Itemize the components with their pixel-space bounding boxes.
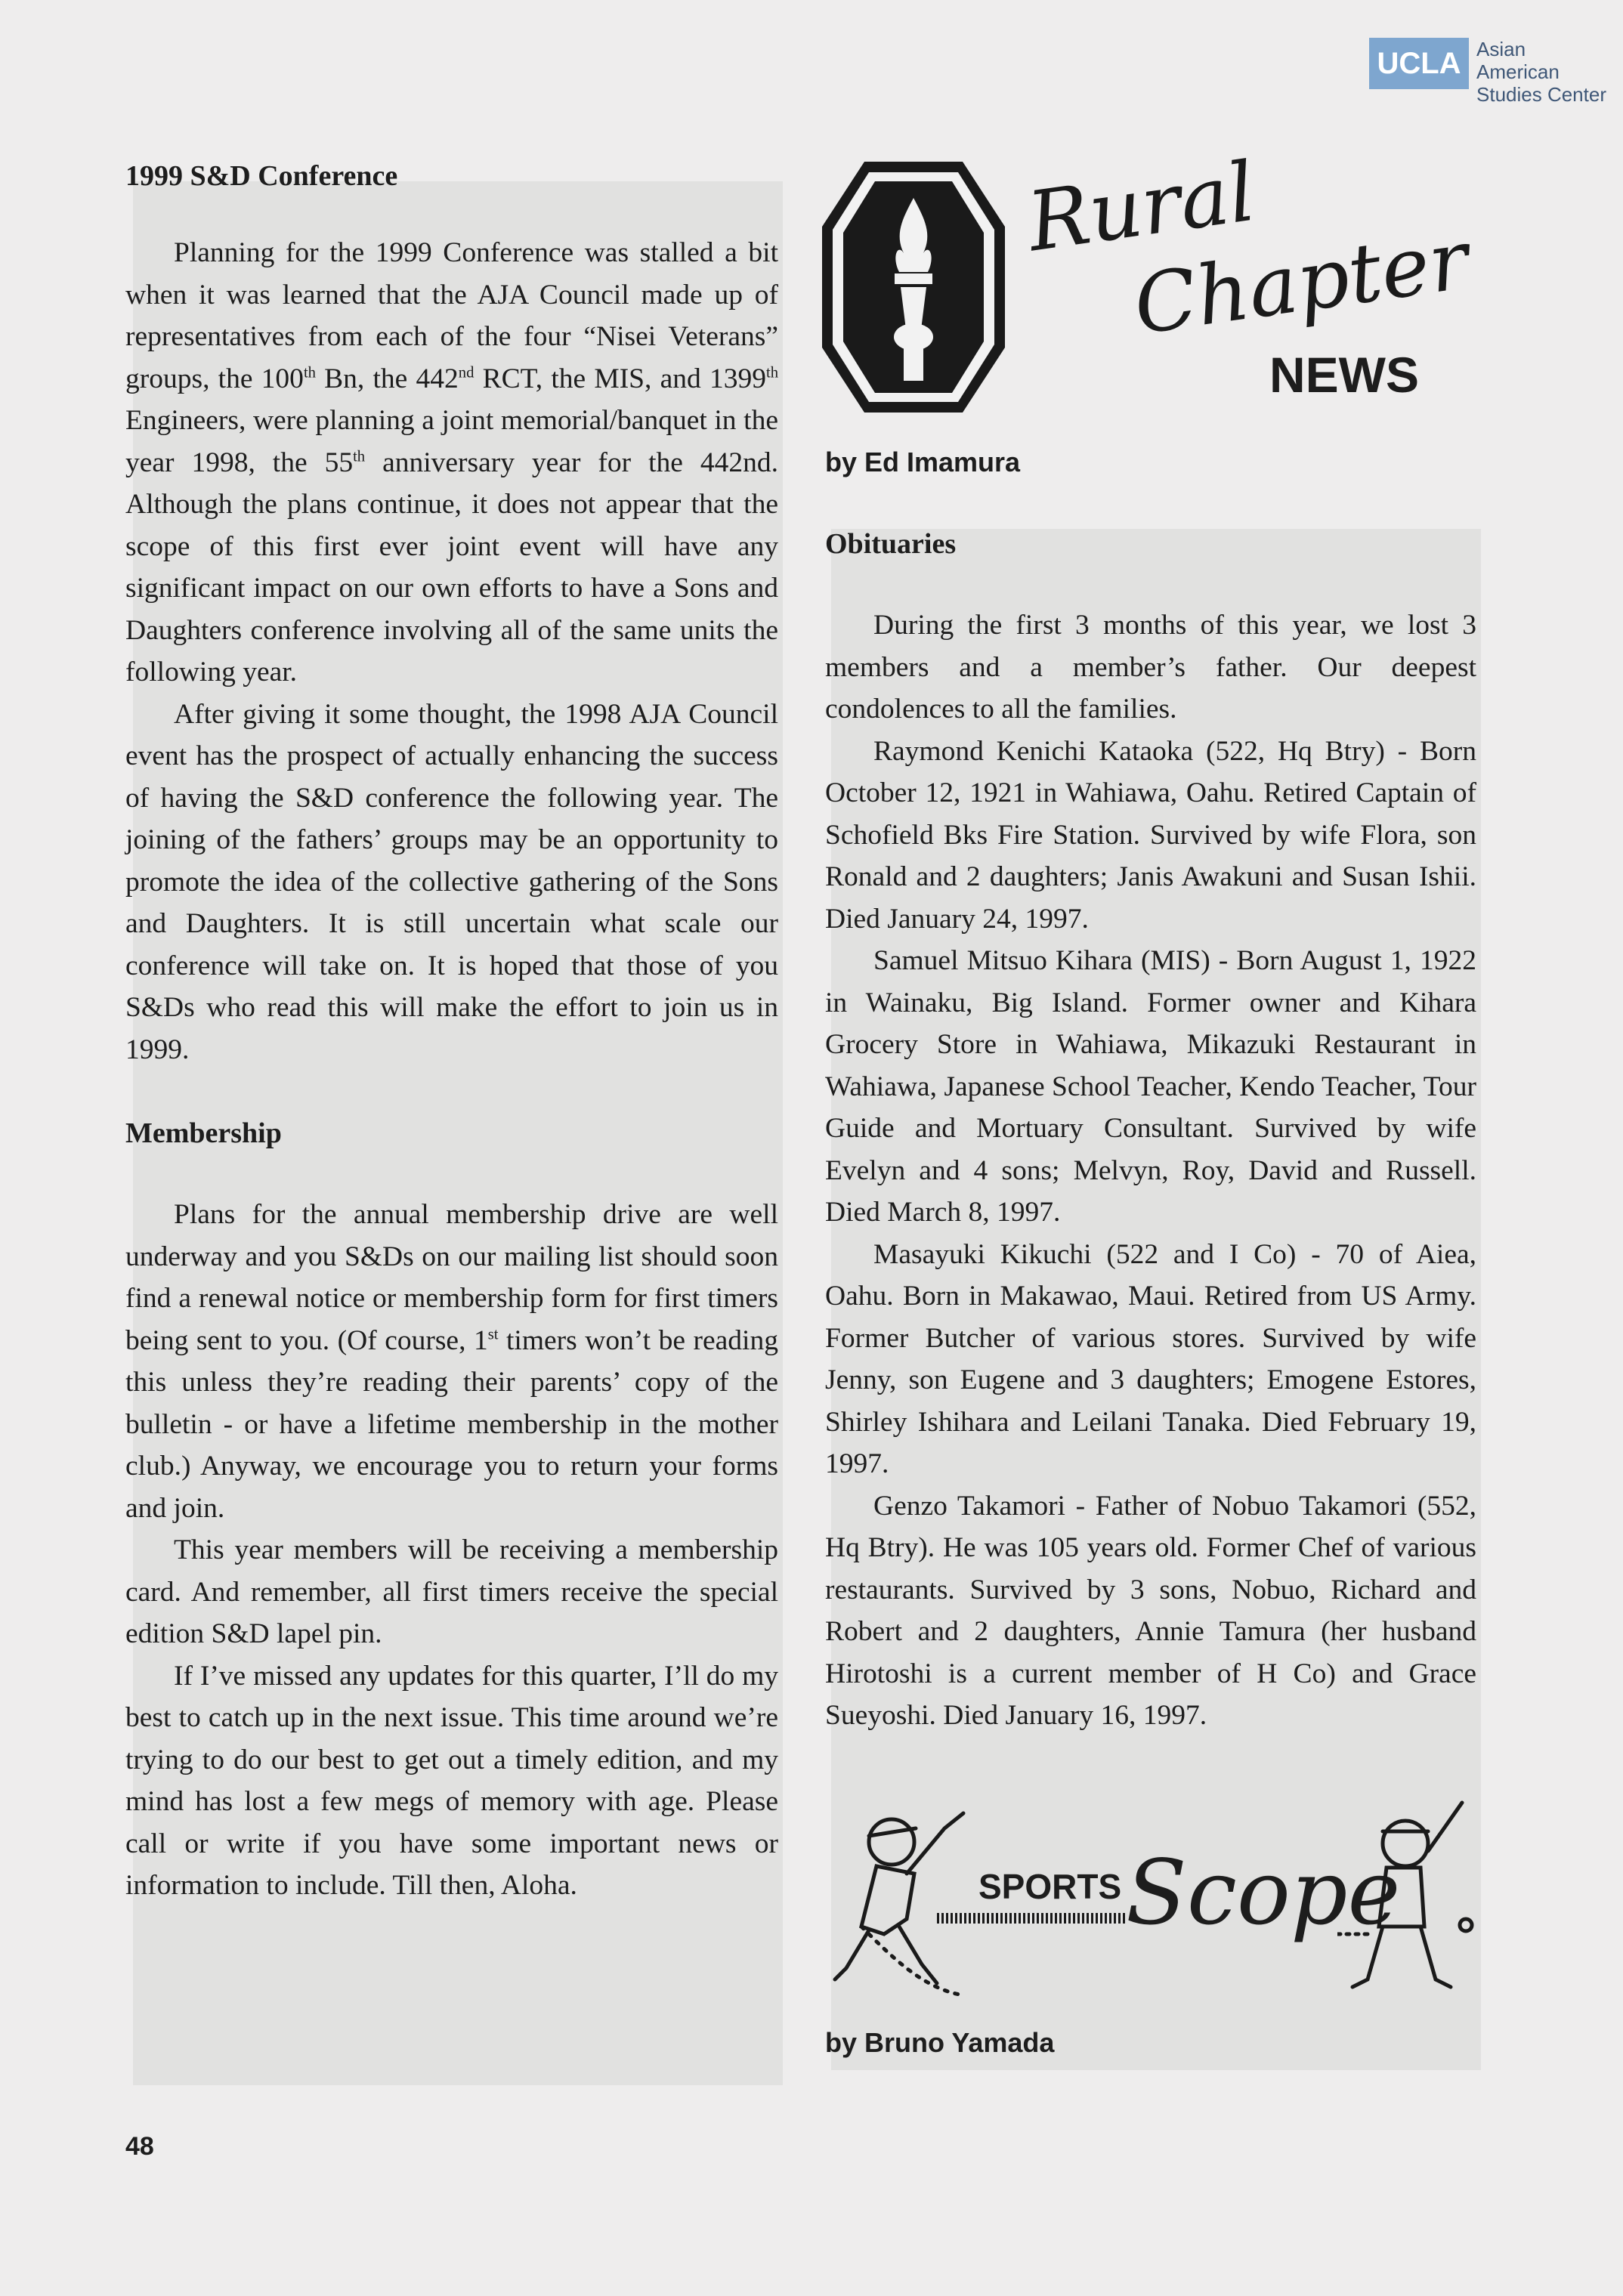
- center-line-1: Asian American: [1476, 38, 1560, 83]
- membership-heading: Membership: [125, 1117, 282, 1149]
- membership-paragraph-2: This year members will be receiving a membership card. And remember, all first timers receive the special edition S&D lapel pin.: [125, 1534, 778, 1649]
- sports-byline: by Bruno Yamada: [825, 2027, 1055, 2058]
- obituary-kihara: Samuel Mitsuo Kihara (MIS) - Born August 1, 1922 in Wainaku, Big Island. Former owner and Kihara Grocery Store in Wahiawa, Mikazuki Restaurant in Wahiawa, Japanese School Teacher, Kendo Teacher, Tour Guide and Mortuary Consultant. Survived by wife Evelyn and 4 sons; Melvyn, Roy, David and Russell. Died March 8, 1997.: [825, 945, 1476, 1228]
- obituary-kikuchi: Masayuki Kikuchi (522 and I Co) - 70 of Aiea, Oahu. Born in Makawao, Maui. Retired from US Army. Former Butcher of various stores. Survived by wife Jenny, son Eugene and 3 daughters; Emogene Estores, Shirley Ishihara and Leilani Tanaka. Died February 19, 1997.: [825, 1238, 1476, 1479]
- membership-paragraph-3: If I’ve missed any updates for this quarter, I’ll do my best to catch up in the next issue. This time around we’re trying to do our best to get out a timely edition, and my mind has lost a few megs of memory with age. Please call or write if you have some important news or information to include. Till then, Aloha.: [125, 1660, 778, 1901]
- torch-emblem-icon: [819, 159, 1008, 416]
- obituaries-heading: Obituaries: [825, 528, 957, 560]
- right-column: [825, 524, 1476, 1737]
- ucla-badge: [1369, 35, 1611, 106]
- conference-paragraph-2: After giving it some thought, the 1998 AJA Council event has the prospect of actually enhancing the success of having the S&D conference the following year. The joining of the fathers’ groups may be an opportunity to promote the idea of the collective gathering of the Sons and Daughters. It is still uncertain what scale our conference will take on. It is hoped that those of you S&Ds who read this will make the effort to join us in 1999.: [125, 698, 778, 1065]
- author-byline: by Ed Imamura: [825, 447, 1021, 477]
- conference-heading: 1999 S&D Conference: [125, 160, 398, 192]
- logo-word-chapter: Chapter: [1128, 212, 1475, 354]
- sports-dotted-bar: [937, 1913, 1126, 1924]
- left-column: [125, 156, 778, 1907]
- scope-word: Scope: [1126, 1840, 1401, 1945]
- center-line-2: Studies Center: [1476, 83, 1606, 106]
- page-number: 48: [125, 2132, 154, 2161]
- rural-chapter-news-logo: [816, 144, 1481, 431]
- logo-word-rural: Rural: [1022, 144, 1261, 270]
- ucla-logo: UCLA: [1369, 38, 1469, 89]
- golfer-cartoon-icon: [831, 1806, 975, 2002]
- ucla-center-name: [1476, 38, 1611, 106]
- logo-word-news: NEWS: [1269, 347, 1419, 403]
- obituary-takamori: Genzo Takamori - Father of Nobuo Takamori (552, Hq Btry). He was 105 years old. Former Chef of various restaurants. Survived by 3 sons, Nobuo, Richard and Robert and 2 daughters, Annie Tamura (her husband Hirotoshi is a current member of H Co) and Grace Sueyoshi. Died January 16, 1997.: [825, 1490, 1476, 1731]
- obituaries-intro: During the first 3 months of this year, we lost 3 members and a member’s father. Our deepest condolences to all the families.: [825, 610, 1476, 725]
- obituary-kataoka: Raymond Kenichi Kataoka (522, Hq Btry) - Born October 12, 1921 in Wahiawa, Oahu. Retired Captain of Schofield Bks Fire Station. Survived by wife Flora, son Ronald and 2 daughters; Janis Awakuni and Susan Ishii. Died January 24, 1997.: [825, 735, 1476, 935]
- baseball-batter-icon: [1337, 1798, 1481, 2002]
- conference-paragraph-1: Planning for the 1999 Conference was stalled a bit when it was learned that the AJA Council made up of representatives from each of the four “Nisei Veterans” groups, the 100th Bn, the 442nd RCT, the MIS, and 1399th Engineers, were planning a joint memorial/banquet in the year 1998, the 55th anniversary year for the 442nd. Although the plans continue, it does not appear that the scope of this first ever joint event will have any significant impact on our own efforts to have a Sons and Daughters conference involving all of the same units the following year.: [125, 237, 779, 688]
- sports-scope-logo: [831, 1798, 1489, 2025]
- sports-word: SPORTS: [978, 1867, 1122, 1906]
- membership-paragraph-1: Plans for the annual membership drive are well underway and you S&Ds on our mailing list should soon find a renewal notice or membership form for first timers being sent to you. (Of course, 1st timers won’t be reading this unless they’re reading their parents’ copy of the bulletin - or have a lifetime membership in the mother club.) Anyway, we encourage you to return your forms and join.: [125, 1199, 778, 1524]
